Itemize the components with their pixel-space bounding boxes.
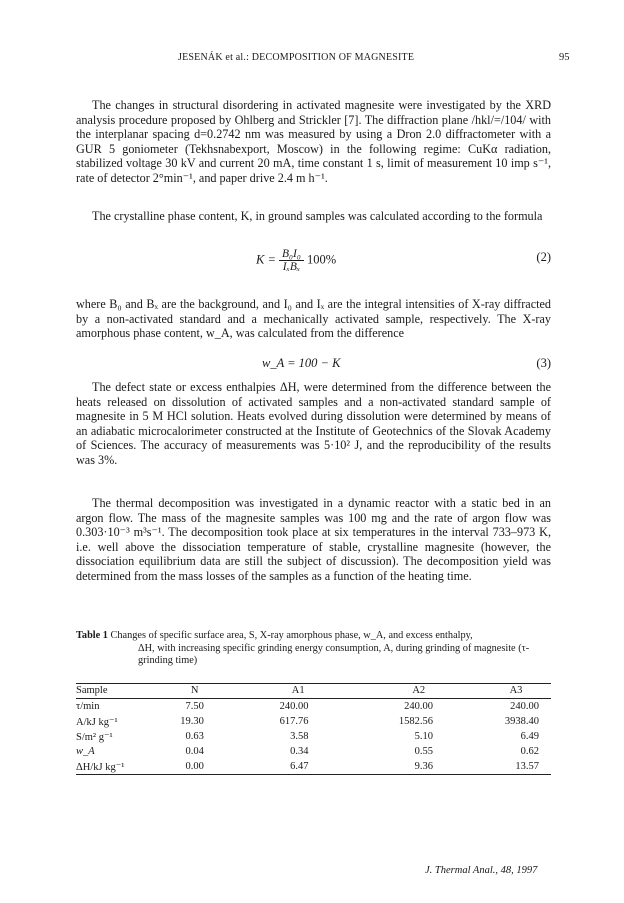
table-row [76, 714, 551, 729]
paragraph-defect-state: The defect state or excess enthalpies ΔH, were determined from the difference between the heats released on dissolution of activated samples and a non-activated standard sample of magnesite in 5 M HCl solution. Heats evolved during dissolution were determined by means of an adiabatic microcalorimeter constructed at the Institute of Geotechnics of the Slovak Academy of Sciences. The accuracy of measurements was 5·10² J, and the reproducibility of the results was 3%. [76, 380, 551, 467]
equation-2-numerator: B₀I₀ [279, 248, 304, 261]
table-cell: 6.49 [520, 731, 539, 742]
table-cell: 0.04 [185, 746, 204, 757]
table-caption [76, 630, 551, 668]
paragraph-crystalline-content: The crystalline phase content, K, in ground samples was calculated according to the formula [92, 209, 543, 223]
table-cell: 3938.40 [504, 716, 539, 727]
table-caption-first-line: Changes of specific surface area, S, X-ray amorphous phase, w_A, and excess enthalpy, [110, 630, 473, 641]
paragraph-thermal-decomposition: The thermal decomposition was investigated in a dynamic reactor with a static bed in an argon flow. The mass of the magnesite samples was 100 mg and the rate of argon flow was 0.303·10⁻³ m³s⁻¹. The decomposition took place at six temperatures in the interval 733–973 K, i.e. well above the dissociation temperature of stable, crystalline magnesite (however, the dissociation equilibrium data are still the subject of discussion). The decomposition yield was determined from the mass losses of the samples as a function of the heating time. [76, 496, 551, 583]
page-number: 95 [559, 52, 570, 63]
table-cell: A/kJ kg⁻¹ [76, 716, 118, 728]
table-cell: ΔH/kJ kg⁻¹ [76, 759, 149, 775]
table-cell: 0.55 [414, 746, 434, 757]
paragraph-definitions: where B₀ and Bₓ are the background, and I₀ and Iₓ are the integral intensities of X-ray diffracted by a non-activated standard and a mechanically activated sample, respectively. The X-ray amorphous phase content, w_A, was calculated from the difference [76, 297, 551, 341]
table-header-cell: A3 [481, 684, 551, 699]
table-header-cell: A2 [356, 684, 481, 699]
equation-2-number: (2) [536, 250, 551, 264]
table-caption-label: Table 1 [76, 630, 108, 641]
equation-2-tail: 100% [307, 252, 337, 267]
table-caption-rest: ΔH, with increasing specific grinding energy consumption, A, during grinding of magnesite (τ-grinding time) [138, 642, 530, 667]
table-header-cell: A1 [240, 684, 357, 699]
table-cell: S/m² g⁻¹ [76, 731, 113, 743]
table-cell: 0.63 [185, 731, 204, 742]
table-cell: 13.57 [481, 759, 551, 775]
table-cell: 5.10 [414, 731, 434, 742]
equation-3-number: (3) [536, 356, 551, 370]
table-row [76, 759, 551, 775]
table-cell: 19.30 [180, 716, 204, 727]
table-cell: τ/min [76, 701, 100, 712]
table-cell: 0.00 [149, 759, 239, 775]
table-header-row [76, 684, 551, 699]
table-cell: 240.00 [510, 701, 539, 712]
table-cell: 7.50 [185, 701, 204, 712]
paragraph-xrd-method: The changes in structural disordering in activated magnesite were investigated by the XRD analysis procedure proposed by Ohlberg and Strickler [7]. The diffraction plane /hkl/=/104/ with the interplanar spacing d=0.2742 nm was measured by using a Dron 2.0 diffractometer with a GUR 5 goniometer (Tekhsnabexport, Moscow) in the following regime: CuKα radiation, stabilized voltage 30 kV and current 20 mA, time constant 1 s, limit of measurement 10 imp s⁻¹, rate of detector 2°min⁻¹, and paper drive 2.4 m h⁻¹. [76, 98, 551, 185]
table-cell: 6.47 [240, 759, 357, 775]
equation-2-lhs: K = [256, 252, 276, 267]
table-cell: 0.34 [290, 746, 309, 757]
table-cell: 3.58 [290, 731, 309, 742]
equation-3-text: w_A = 100 − K [262, 356, 341, 370]
table-header-cell: Sample [76, 684, 149, 699]
table-row [76, 729, 551, 744]
equation-2-fraction [279, 248, 304, 273]
table-cell: 9.36 [356, 759, 481, 775]
table-cell: 240.00 [279, 701, 309, 712]
table-cell: 1582.56 [398, 716, 434, 727]
table-cell: 0.62 [520, 746, 539, 757]
data-table [76, 683, 551, 775]
equation-2-denominator: IₓBₓ [282, 261, 301, 273]
table-row [76, 744, 551, 759]
running-head: JESENÁK et al.: DECOMPOSITION OF MAGNESITE [178, 52, 415, 63]
table-cell: 240.00 [404, 701, 434, 712]
table-header-cell: N [149, 684, 239, 699]
table-row [76, 699, 551, 715]
table-cell: 617.76 [279, 716, 309, 727]
journal-footer: J. Thermal Anal., 48, 1997 [425, 865, 538, 876]
table-cell: w_A [76, 746, 95, 757]
